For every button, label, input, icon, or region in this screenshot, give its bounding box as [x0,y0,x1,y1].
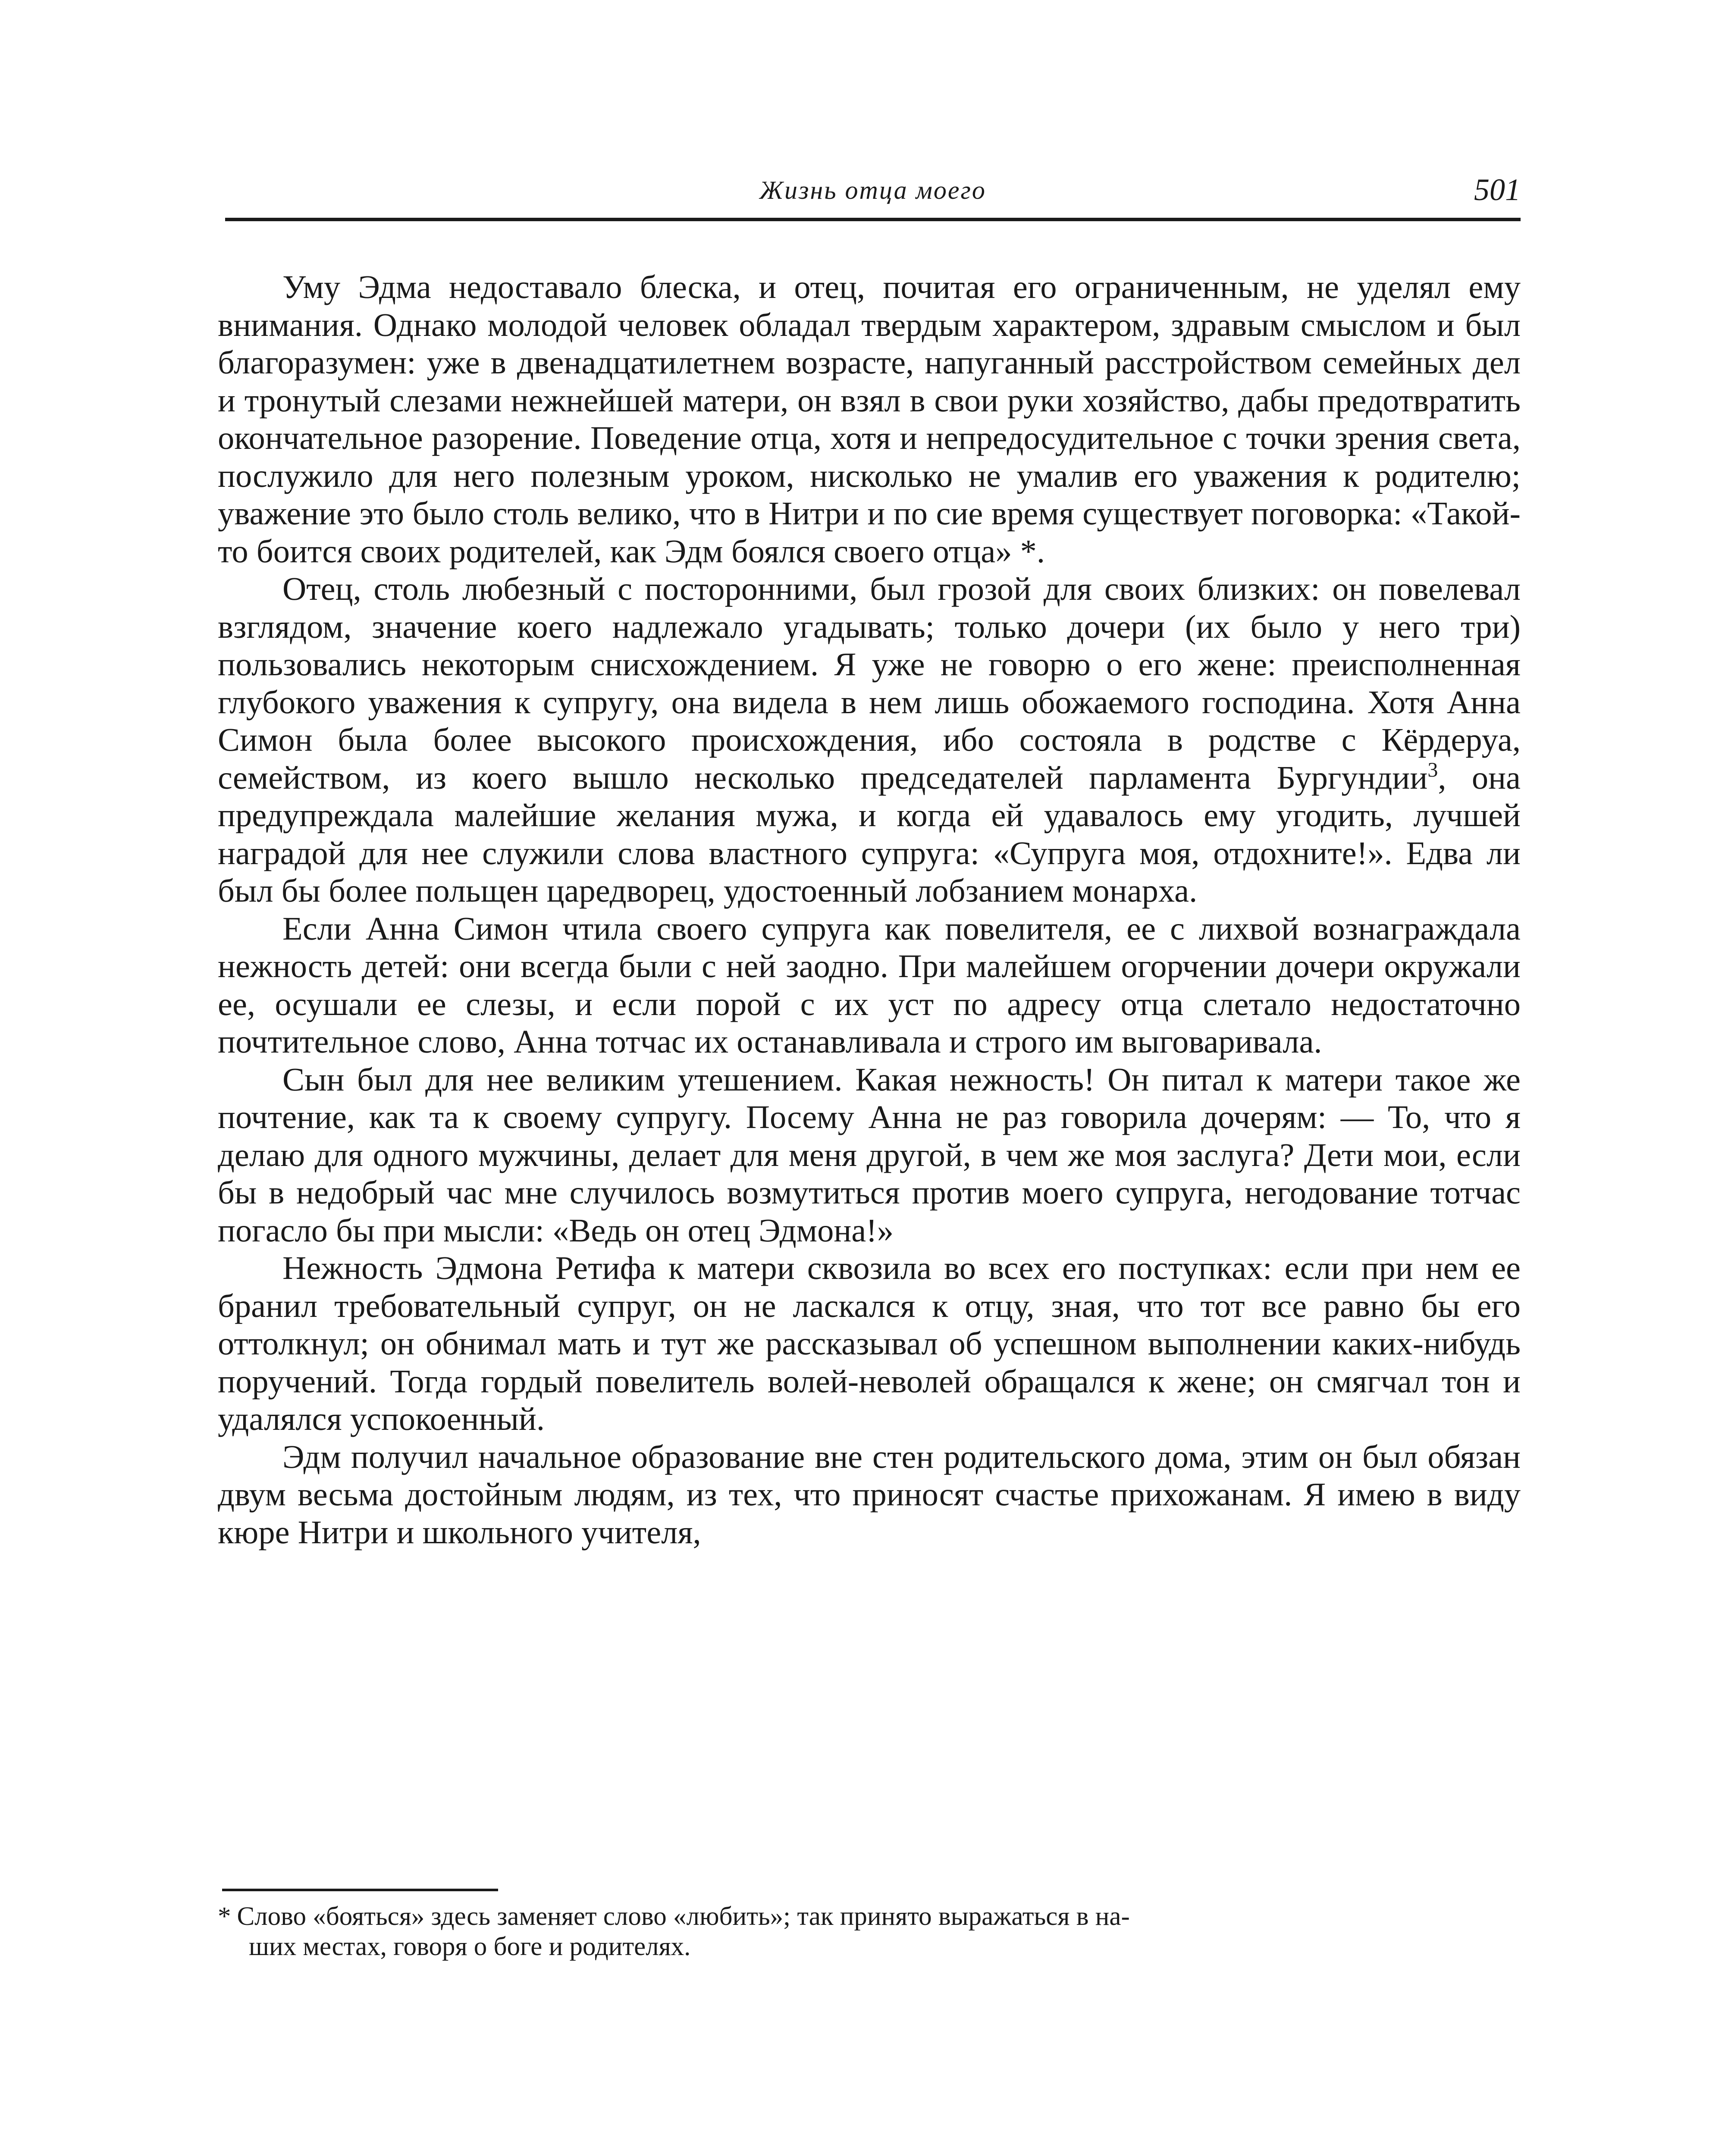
paragraph: Уму Эдма недоставало блеска, и отец, почитая его ограниченным, не уделял ему внимания. Однако молодой человек обладал твердым характером, здравым смыслом и был благоразумен: уже в двенадцатилетнем возрасте, напуганный расстройством семейных дел и тронутый слезами нежнейшей матери, он взял в свои руки хозяйство, дабы предотвратить окончательное разорение. Поведение отца, хотя и непредосудительное с точки зрения света, послужило для него полезным уроком, нисколько не умалив его уважения к родителю; уважение это было столь велико, что в Нитри и по сие время существует поговорка: «Такой-то боится своих родителей, как Эдм боялся своего отца» *. [218,269,1521,570]
footnote-marker: * [218,1902,231,1931]
paragraph: Нежность Эдмона Ретифа к матери сквозила во всех его поступках: если при нем ее бранил требовательный супруг, он не ласкался к отцу, зная, что тот все равно бы его оттолкнул; он обнимал мать и тут же рассказывал об успешном выполнении каких-нибудь поручений. Тогда гордый повелитель волей-неволей обращался к жене; он смягчал тон и удалялся успокоенный. [218,1250,1521,1437]
running-title: Жизнь отца моего [759,176,986,204]
paragraph: Эдм получил начальное образование вне стен родительского дома, этим он был обязан двум весьма достойным людям, из тех, что приносят счастье прихожанам. Я имею в виду кюре Нитри и школьного учителя, [218,1438,1521,1551]
footnote-rule [222,1889,498,1891]
note-reference: 3 [1427,758,1438,781]
page-number: 501 [1474,172,1521,207]
footnote-line [218,1902,1521,1932]
paragraph [218,570,1521,910]
footnote-text: Слово «бояться» здесь заменяет слово «любить»; так принято выражаться в на- [237,1902,1130,1931]
footnote-line: ших местах, говоря о боге и родителях. [249,1932,691,1961]
paragraph: Сын был для нее великим утешением. Какая нежность! Он питал к матери такое же почтение, как та к своему супругу. Посему Анна не раз говорила дочерям: — То, что я делаю для одного мужчины, делает для меня другой, в чем же моя заслуга? Дети мои, если бы в недобрый час мне случилось возмутиться против моего супруга, негодование тотчас погасло бы при мысли: «Ведь он отец Эдмона!» [218,1061,1521,1249]
footnote [218,1902,1521,1962]
running-header [225,170,1521,222]
paragraph-text: Отец, столь любезный с посторонними, был грозой для своих близких: он повелевал взглядом, значение коего надлежало угадывать; только дочери (их было у него три) пользовались некоторым снисхождением. Я уже не говорю о его жене: преисполненная глубокого уважения к супругу, она видела в нем лишь обожаемого господина. Хотя Анна Симон была более высокого происхождения, ибо состояла в родстве с Кёрдеруа, семейством, из коего вышло несколько председателей парламента Бургундии [218,570,1521,796]
body-text [218,268,1521,1551]
header-rule [225,218,1521,221]
paragraph-text: , она предупреждала малейшие желания мужа, и когда ей удавалось ему угодить, лучшей наградой для нее служили слова властного супруга: «Супруга моя, отдохните!». Едва ли был бы более польщен царедворец, удостоенный лобзанием монарха. [218,759,1521,909]
paragraph: Если Анна Симон чтила своего супруга как повелителя, ее с лихвой вознаграждала нежность детей: они всегда были с ней заодно. При малейшем огорчении дочери окружали ее, осушали ее слезы, и если порой с их уст по адресу отца слетало недостаточно почтительное слово, Анна тотчас их останавливала и строго им выговаривала. [218,910,1521,1060]
